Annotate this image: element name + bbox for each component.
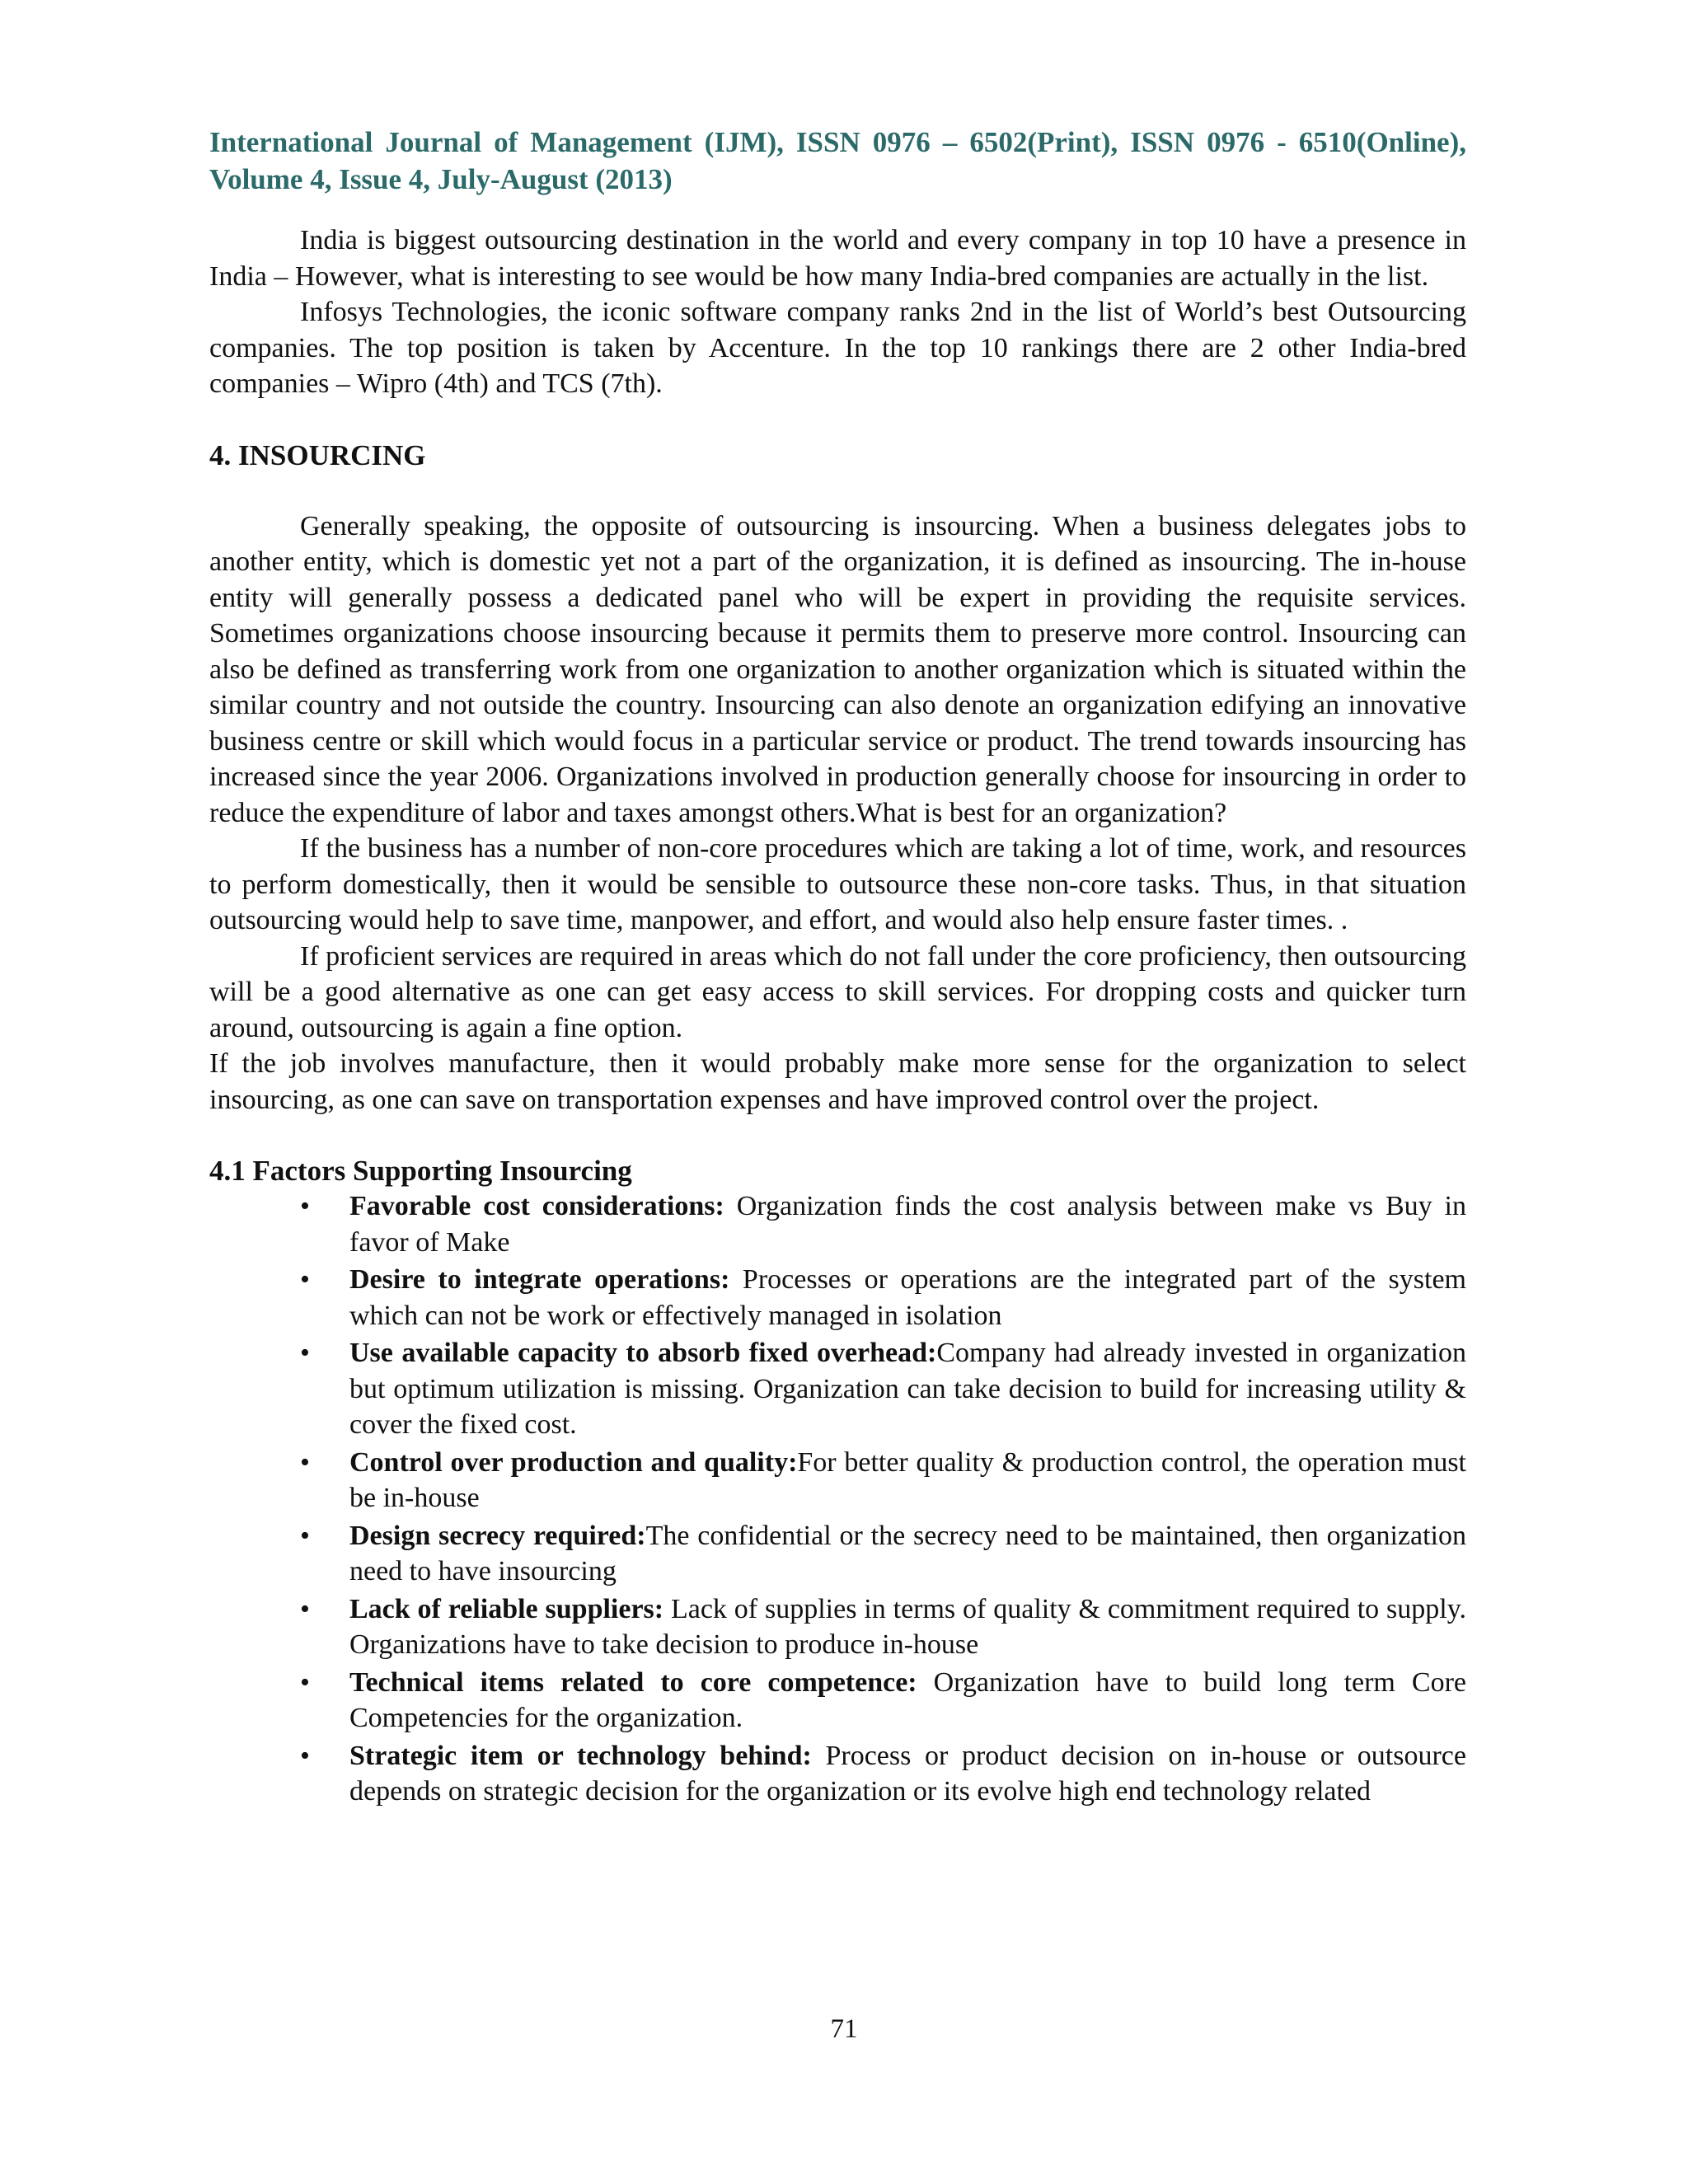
bullet-icon: • bbox=[300, 1264, 310, 1295]
factor-text: Organization finds the cost analysis between make vs Buy in favor of Make bbox=[349, 1191, 1466, 1258]
factor-term: Design secrecy required: bbox=[349, 1520, 646, 1551]
factor-term: Lack of reliable suppliers: bbox=[349, 1593, 664, 1624]
factor-text: Lack of supplies in terms of quality & commitment required to supply. Organizations have to take decision to produce in-house bbox=[349, 1593, 1466, 1660]
intro-paragraph-2: Infosys Technologies, the iconic software company ranks 2nd in the list of World’s best Outsourcing companies. The top position is taken by Accenture. In the top 10 rankings there are 2 other India-bred companies – Wipro (4th) and TCS (7th). bbox=[209, 297, 1466, 399]
bullet-icon: • bbox=[300, 1446, 310, 1478]
journal-header: International Journal of Management (IJM), ISSN 0976 – 6502(Print), ISSN 0976 - 6510(Online), Volume 4, Issue 4, July-August (2013) bbox=[209, 126, 1466, 195]
list-item bbox=[209, 1188, 1466, 1260]
intro-paragraph-1: India is biggest outsourcing destination in the world and every company in top 10 have a presence in India – However, what is interesting to see would be how many India-bred companies are actually in the list. bbox=[209, 225, 1466, 292]
factor-term: Control over production and quality: bbox=[349, 1446, 798, 1478]
list-item bbox=[209, 1665, 1466, 1736]
list-item bbox=[209, 1262, 1466, 1333]
factor-term: Desire to integrate operations: bbox=[349, 1264, 730, 1295]
insourcing-paragraph-4: If the job involves manufacture, then it would probably make more sense for the organization to select insourcing, as one can save on transportation expenses and have improved control over the project. bbox=[209, 1048, 1466, 1115]
factor-text: The confidential or the secrecy need to be maintained, then organization need to have insourcing bbox=[349, 1520, 1466, 1586]
insourcing-paragraph-1: Generally speaking, the opposite of outsourcing is insourcing. When a business delegates jobs to another entity, which is domestic yet not a part of the organization, it is defined as insourcing. The in-house entity will generally possess a dedicated panel who will be expert in providing the requisite services. Sometimes organizations choose insourcing because it permits them to preserve more control. Insourcing can also be defined as transferring work from one organization to another organization which is situated within the similar country and not outside the country. Insourcing can also denote an organization edifying an innovative business centre or skill which would focus in a particular service or product. The trend towards insourcing has increased since the year 2006. Organizations involved in production generally choose for insourcing in order to reduce the expenditure of labor and taxes amongst others.What is best for an organization? bbox=[209, 510, 1466, 828]
bullet-icon: • bbox=[300, 1740, 310, 1771]
list-item bbox=[209, 1591, 1466, 1663]
list-item bbox=[209, 1445, 1466, 1516]
factor-text: Company had already invested in organization but optimum utilization is missing. Organization can take decision to build for increasing utility & cover the fixed cost. bbox=[349, 1338, 1467, 1440]
insourcing-paragraph-3: If proficient services are required in areas which do not fall under the core proficiency, then outsourcing will be a good alternative as one can get easy access to skill services. For dropping costs and quicker turn around, outsourcing is again a fine option. bbox=[209, 940, 1466, 1043]
bullet-icon: • bbox=[300, 1593, 310, 1624]
subsection-heading-factors: 4.1 Factors Supporting Insourcing bbox=[209, 1155, 632, 1187]
list-item bbox=[209, 1738, 1466, 1810]
bullet-icon: • bbox=[300, 1520, 310, 1551]
factor-term: Use available capacity to absorb fixed overhead: bbox=[349, 1338, 937, 1368]
factor-text: Process or product decision on in-house or outsource depends on strategic decision for the organization or its evolve high end technology related bbox=[349, 1740, 1466, 1807]
bullet-icon: • bbox=[300, 1666, 310, 1698]
page-number: 71 bbox=[830, 2014, 858, 2044]
list-item bbox=[209, 1518, 1466, 1590]
bullet-icon: • bbox=[300, 1338, 310, 1368]
factor-term: Strategic item or technology behind: bbox=[349, 1740, 812, 1771]
page-content bbox=[209, 124, 1466, 1811]
bullet-icon: • bbox=[300, 1191, 310, 1221]
insourcing-paragraph-2: If the business has a number of non-core procedures which are taking a lot of time, work, and resources to perform domestically, then it would be sensible to outsource these non-core tasks. Thus, in that situation outsourcing would help to save time, manpower, and effort, and would also help ensure faster times. . bbox=[209, 833, 1466, 935]
factor-term: Technical items related to core competence: bbox=[349, 1666, 917, 1698]
list-item bbox=[209, 1335, 1466, 1443]
factors-list bbox=[209, 1188, 1466, 1810]
section-heading-insourcing: 4. INSOURCING bbox=[209, 438, 426, 471]
factor-text: For better quality & production control, the operation must be in-house bbox=[349, 1446, 1466, 1513]
factor-text: Organization have to build long term Core Competencies for the organization. bbox=[349, 1666, 1466, 1733]
factor-text: Processes or operations are the integrated part of the system which can not be work or effectively managed in isolation bbox=[349, 1264, 1466, 1331]
factor-term: Favorable cost considerations: bbox=[349, 1191, 724, 1221]
